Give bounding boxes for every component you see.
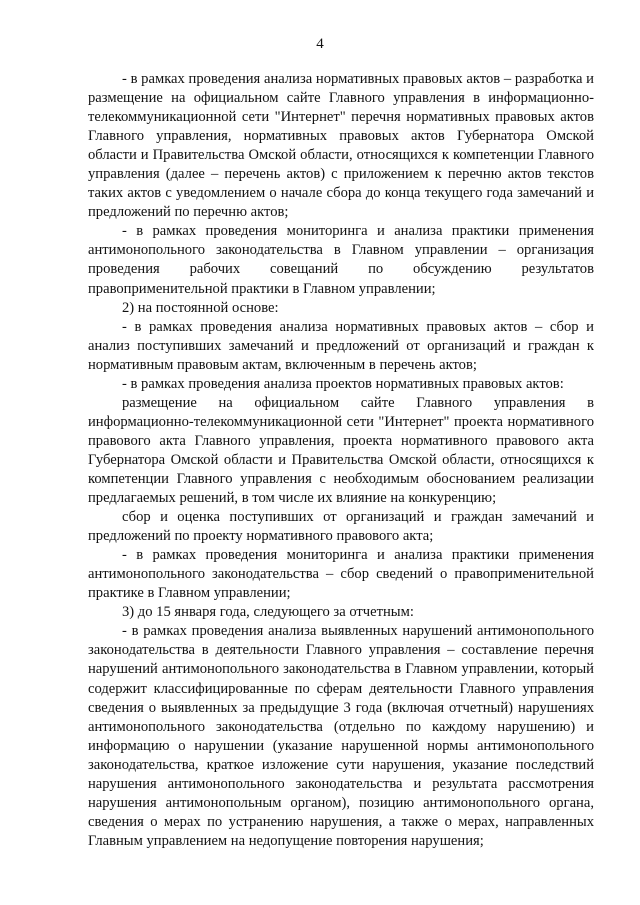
paragraph-5: - в рамках проведения анализа проектов нормативных правовых актов:: [122, 375, 564, 392]
page-number: 4: [316, 36, 324, 52]
paragraph-1: - в рамках проведения анализа нормативных правовых актов – разработка и размещение на официальном сайте Главного управления в информационно-телекоммуникационной сети "Интернет" перечня нормативных правовых актов Главного управления, нормативных правовых актов Губернатора Омской области и Правительства Омской области, относящихся к компетенции Главного управления (далее – перечень актов) с приложением к перечню актов текстов таких актов с уведомлением о начале сбора до конца текущего года замечаний и предложений по перечню актов;: [88, 71, 594, 221]
document-body: [88, 70, 594, 851]
paragraph-2: - в рамках проведения мониторинга и анализа практики применения антимонопольного законодательства в Главном управлении – организация проведения рабочих совещаний по обсуждению результатов правоприменительной практики в Главном управлении;: [88, 223, 594, 297]
paragraph-3: 2) на постоянной основе:: [122, 299, 279, 316]
paragraph-9: 3) до 15 января года, следующего за отчетным:: [122, 604, 414, 621]
paragraph-6: размещение на официальном сайте Главного управления в информационно-телекоммуникационной сети "Интернет" проекта нормативного правового акта Главного управления, проекта нормативного правового акта Губернатора Омской области и Правительства Омской области, относящихся к компетенции Главного управления с необходимым обоснованием реализации предлагаемых решений, в том числе их влияние на конкуренцию;: [88, 394, 594, 507]
paragraph-10: - в рамках проведения анализа выявленных нарушений антимонопольного законодательства в деятельности Главного управления – составление перечня нарушений антимонопольного законодательства в Главном управлении, который содержит классифицированные по сферам деятельности Главного управления сведения о выявленных за предыдущие 3 года (включая отчетный) нарушениях антимонопольного законодательства (отдельно по каждому нарушению) и информацию о нарушении (указание нарушенной нормы антимонопольного законодательства, краткое изложение сути нарушения, указание последствий нарушения антимонопольного законодательства и результата рассмотрения нарушения антимонопольным органом), позицию антимонопольного органа, сведения о мерах по устранению нарушения, а также о мерах, направленных Главным управлением на недопущение повторения нарушения;: [88, 623, 594, 849]
paragraph-8: - в рамках проведения мониторинга и анализа практики применения антимонопольного законодательства – сбор сведений о правоприменительной практике в Главном управлении;: [88, 547, 594, 602]
paragraph-4: - в рамках проведения анализа нормативных правовых актов – сбор и анализ поступивших замечаний и предложений от организаций и граждан к нормативным правовым актам, включенным в перечень актов;: [88, 318, 594, 373]
paragraph-7: сбор и оценка поступивших от организаций и граждан замечаний и предложений по проекту нормативного правового акта;: [88, 509, 594, 545]
